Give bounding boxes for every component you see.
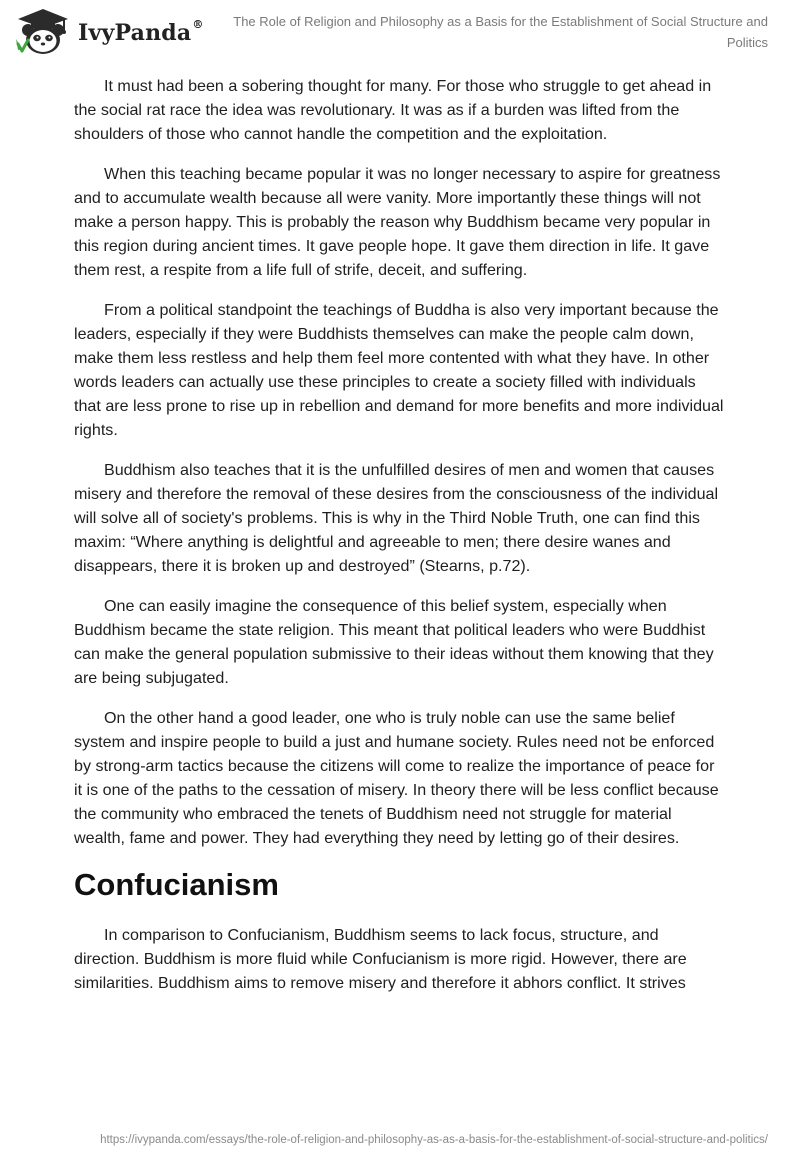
- document-title: The Role of Religion and Philosophy as a Basis for the Establishment of Social Structure and Politics: [233, 14, 768, 50]
- essay-body: [74, 74, 724, 1011]
- ivypanda-logo[interactable]: [12, 4, 212, 58]
- page-header: [0, 0, 800, 64]
- paragraph: When this teaching became popular it was no longer necessary to aspire for greatness and to accumulate wealth because all were vanity. More importantly these things will not make a person happy. This is probably the reason why Buddhism became very popular in this region during ancient times. It gave people hope. It gave them direction in life. It gave them rest, a respite from a life full of strife, deceit, and suffering.: [74, 165, 721, 279]
- logo-wordmark: IvyPanda®: [78, 18, 204, 46]
- paragraph: From a political standpoint the teachings of Buddha is also very important because the leaders, especially if they were Buddhists themselves can make the people calm down, make them less restless and help them feel more contented with what they have. In other words leaders can actually use these principles to create a society filled with individuals that are less prone to rise up in rebellion and demand for more benefits and more individual rights.: [74, 301, 724, 439]
- paragraph: Buddhism also teaches that it is the unfulfilled desires of men and women that causes misery and therefore the removal of these desires from the consciousness of the individual will solve all of society's problems. This is why in the Third Noble Truth, one can find this maxim: “Where anything is delightful and agreeable to men; there desire wanes and disappears, there it is broken up and destroyed” (Stearns, p.72).: [74, 461, 719, 575]
- paragraph: One can easily imagine the consequence of this belief system, especially when Buddhism became the state religion. This meant that political leaders who were Buddhist can make the general population submissive to their ideas without them knowing that they are being subjugated.: [74, 597, 714, 687]
- paragraph: In comparison to Confucianism, Buddhism seems to lack focus, structure, and direction. Buddhism is more fluid while Confucianism is more rigid. However, there are similarities. Buddhism aims to remove misery and therefore it abhors conflict. It strives: [74, 926, 687, 992]
- paragraph: It must had been a sobering thought for many. For those who struggle to get ahead in the social rat race the idea was revolutionary. It was as if a burden was lifted from the shoulders of those who cannot handle the competition and the exploitation.: [74, 77, 712, 143]
- panda-graduate-icon: [12, 4, 76, 58]
- paragraph: On the other hand a good leader, one who is truly noble can use the same belief system and inspire people to build a just and humane society. Rules need not be enforced by strong-arm tactics because the citizens will come to realize the importance of peace for it is one of the paths to the cessation of misery. In theory there will be less conflict because the community who embraced the tenets of Buddhism need not struggle for material wealth, fame and power. They had everything they need by letting go of their desires.: [74, 709, 719, 847]
- source-url[interactable]: https://ivypanda.com/essays/the-role-of-religion-and-philosophy-as-as-a-basis-for-the-establishment-of-social-structure-and-politics/: [100, 1134, 768, 1146]
- section-heading: Confucianism: [74, 867, 279, 902]
